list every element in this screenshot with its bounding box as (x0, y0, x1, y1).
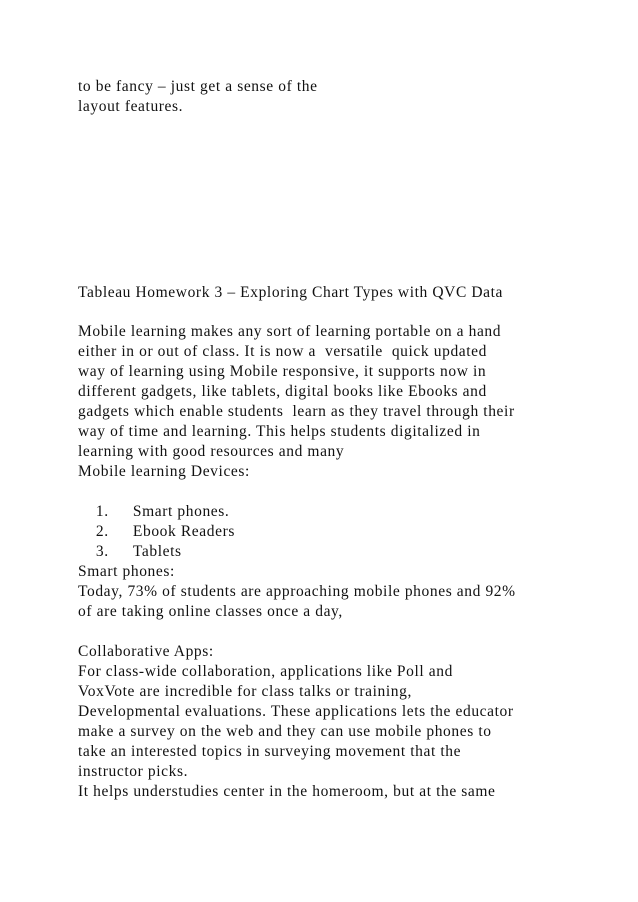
paragraph-line: way of time and learning. This helps students digitalized in (78, 423, 481, 440)
list-item-label: Ebook Readers (132, 523, 235, 540)
list-item-number: 1. (95, 503, 109, 520)
list-item (78, 502, 235, 540)
paragraph-line: VoxVote are incredible for class talks or training, (78, 683, 412, 700)
paragraph-line: instructor picks. (78, 763, 189, 780)
devices-heading: Mobile learning Devices: (78, 463, 250, 480)
smartphones-heading: Smart phones: (78, 563, 175, 580)
apps-heading: Collaborative Apps: (78, 643, 214, 660)
intro-line: layout features. (78, 98, 184, 115)
paragraph-line: gadgets which enable students learn as they travel through their (78, 403, 515, 420)
paragraph-line: For class-wide collaboration, applications like Poll and (78, 663, 453, 680)
document-title: Tableau Homework 3 – Exploring Chart Types with QVC Data (78, 284, 504, 301)
paragraph-line: It helps understudies center in the homeroom, but at the same (78, 783, 496, 800)
paragraph-line: take an interested topics in surveying movement that the (78, 743, 462, 760)
list-item-number: 2. (95, 523, 109, 540)
paragraph-line: Mobile learning makes any sort of learning portable on a hand (78, 323, 502, 340)
paragraph-line: of are taking online classes once a day, (78, 603, 343, 620)
intro-line: to be fancy – just get a sense of the (78, 78, 318, 95)
list-item (78, 482, 230, 520)
paragraph-line: different gadgets, like tablets, digital books like Ebooks and (78, 383, 487, 400)
paragraph-line: either in or out of class. It is now a versatile quick updated (78, 343, 488, 360)
paragraph-line: make a survey on the web and they can use mobile phones to (78, 723, 492, 740)
list-item-label: Smart phones. (132, 503, 230, 520)
paragraph-line: way of learning using Mobile responsive, it supports now in (78, 363, 487, 380)
list-item-label: Tablets (132, 543, 182, 560)
list-item (78, 522, 182, 560)
list-item-number: 3. (95, 543, 109, 560)
paragraph-line: Developmental evaluations. These applications lets the educator (78, 703, 514, 720)
paragraph-line: learning with good resources and many (78, 443, 345, 460)
paragraph-line: Today, 73% of students are approaching mobile phones and 92% (78, 583, 516, 600)
